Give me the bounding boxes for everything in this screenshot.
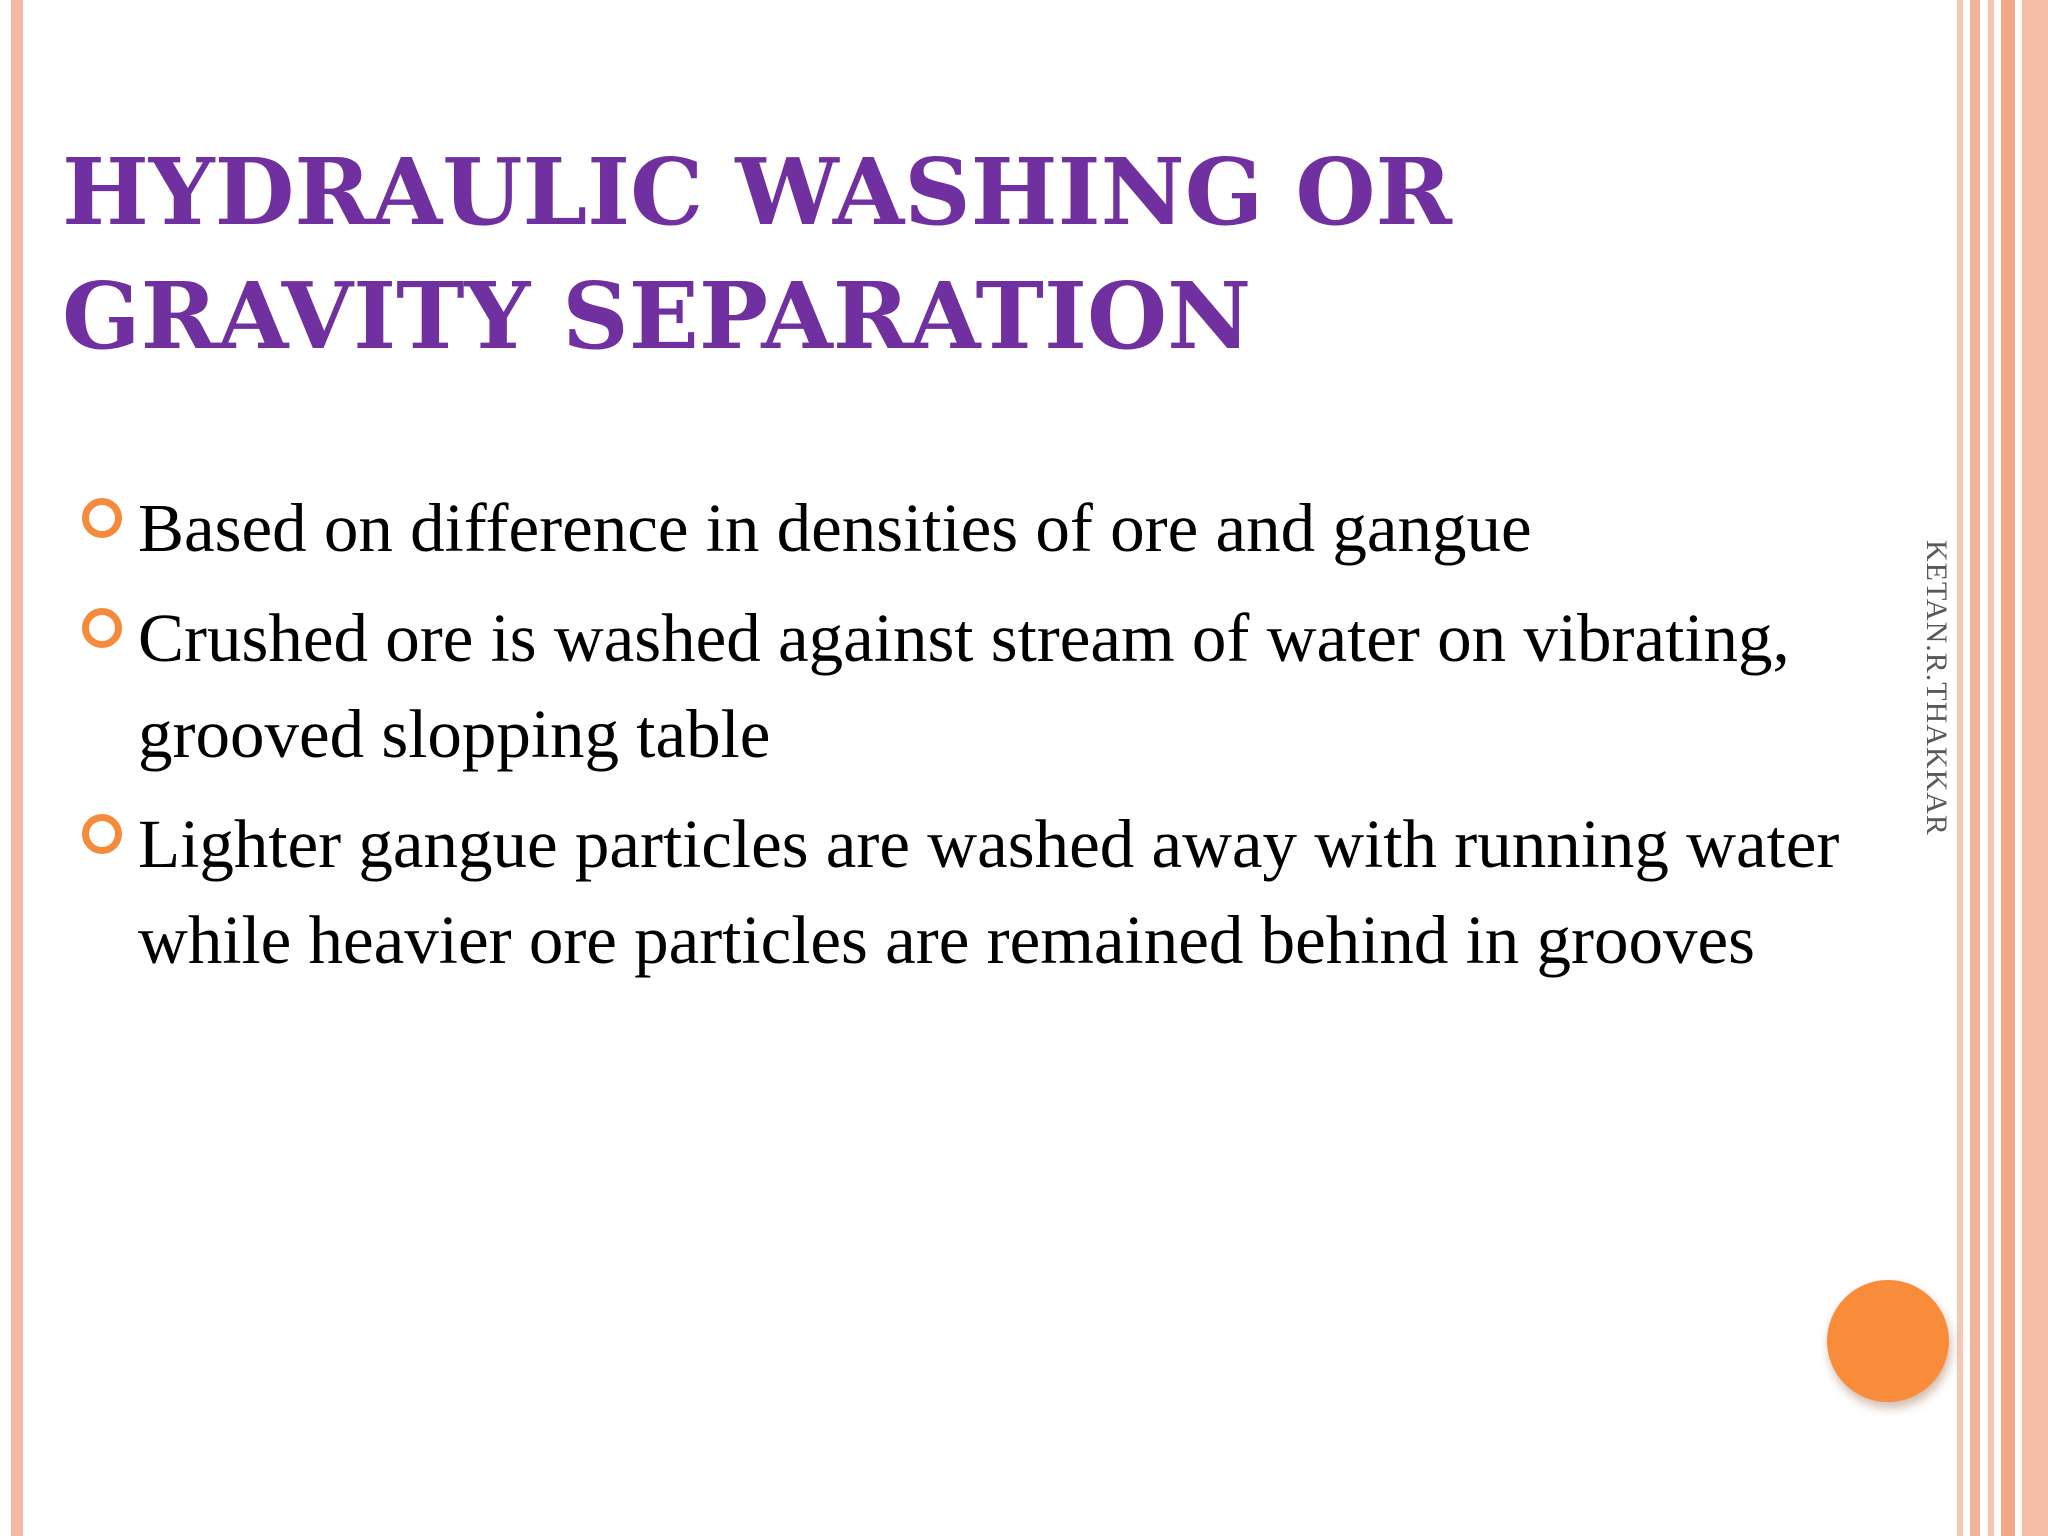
bullet-item [80, 480, 1880, 576]
slide-title-line: GRAVITY SEPARATION [62, 262, 1252, 370]
right-border-stripe [2001, 0, 2015, 1536]
bullet-text: Lighter gangue particles are washed away with running water while heavier ore particles are remained behind in grooves [138, 806, 1840, 978]
right-border-stripe [2022, 0, 2048, 1536]
bullet-text: Based on difference in densities of ore and gangue [138, 490, 1532, 566]
right-border-stripe [1970, 0, 1980, 1536]
bullet-item [80, 796, 1880, 988]
author-name: KETAN.R.THAKKAR [1920, 540, 1953, 836]
bullet-text: Crushed ore is washed against stream of water on vibrating, grooved slopping table [138, 600, 1790, 772]
slide-title-line: HYDRAULIC WASHING OR [62, 138, 1452, 246]
decorative-circle [1827, 1280, 1949, 1402]
hollow-circle-icon [82, 608, 122, 648]
hollow-circle-icon [82, 498, 122, 538]
right-border-stripe [1988, 0, 1994, 1536]
left-border-stripe [11, 0, 23, 1536]
bullet-list [80, 480, 1880, 1002]
hollow-circle-icon [82, 814, 122, 854]
slide-title [62, 130, 1882, 378]
bullet-item [80, 590, 1880, 782]
right-border-stripe [1957, 0, 1963, 1536]
